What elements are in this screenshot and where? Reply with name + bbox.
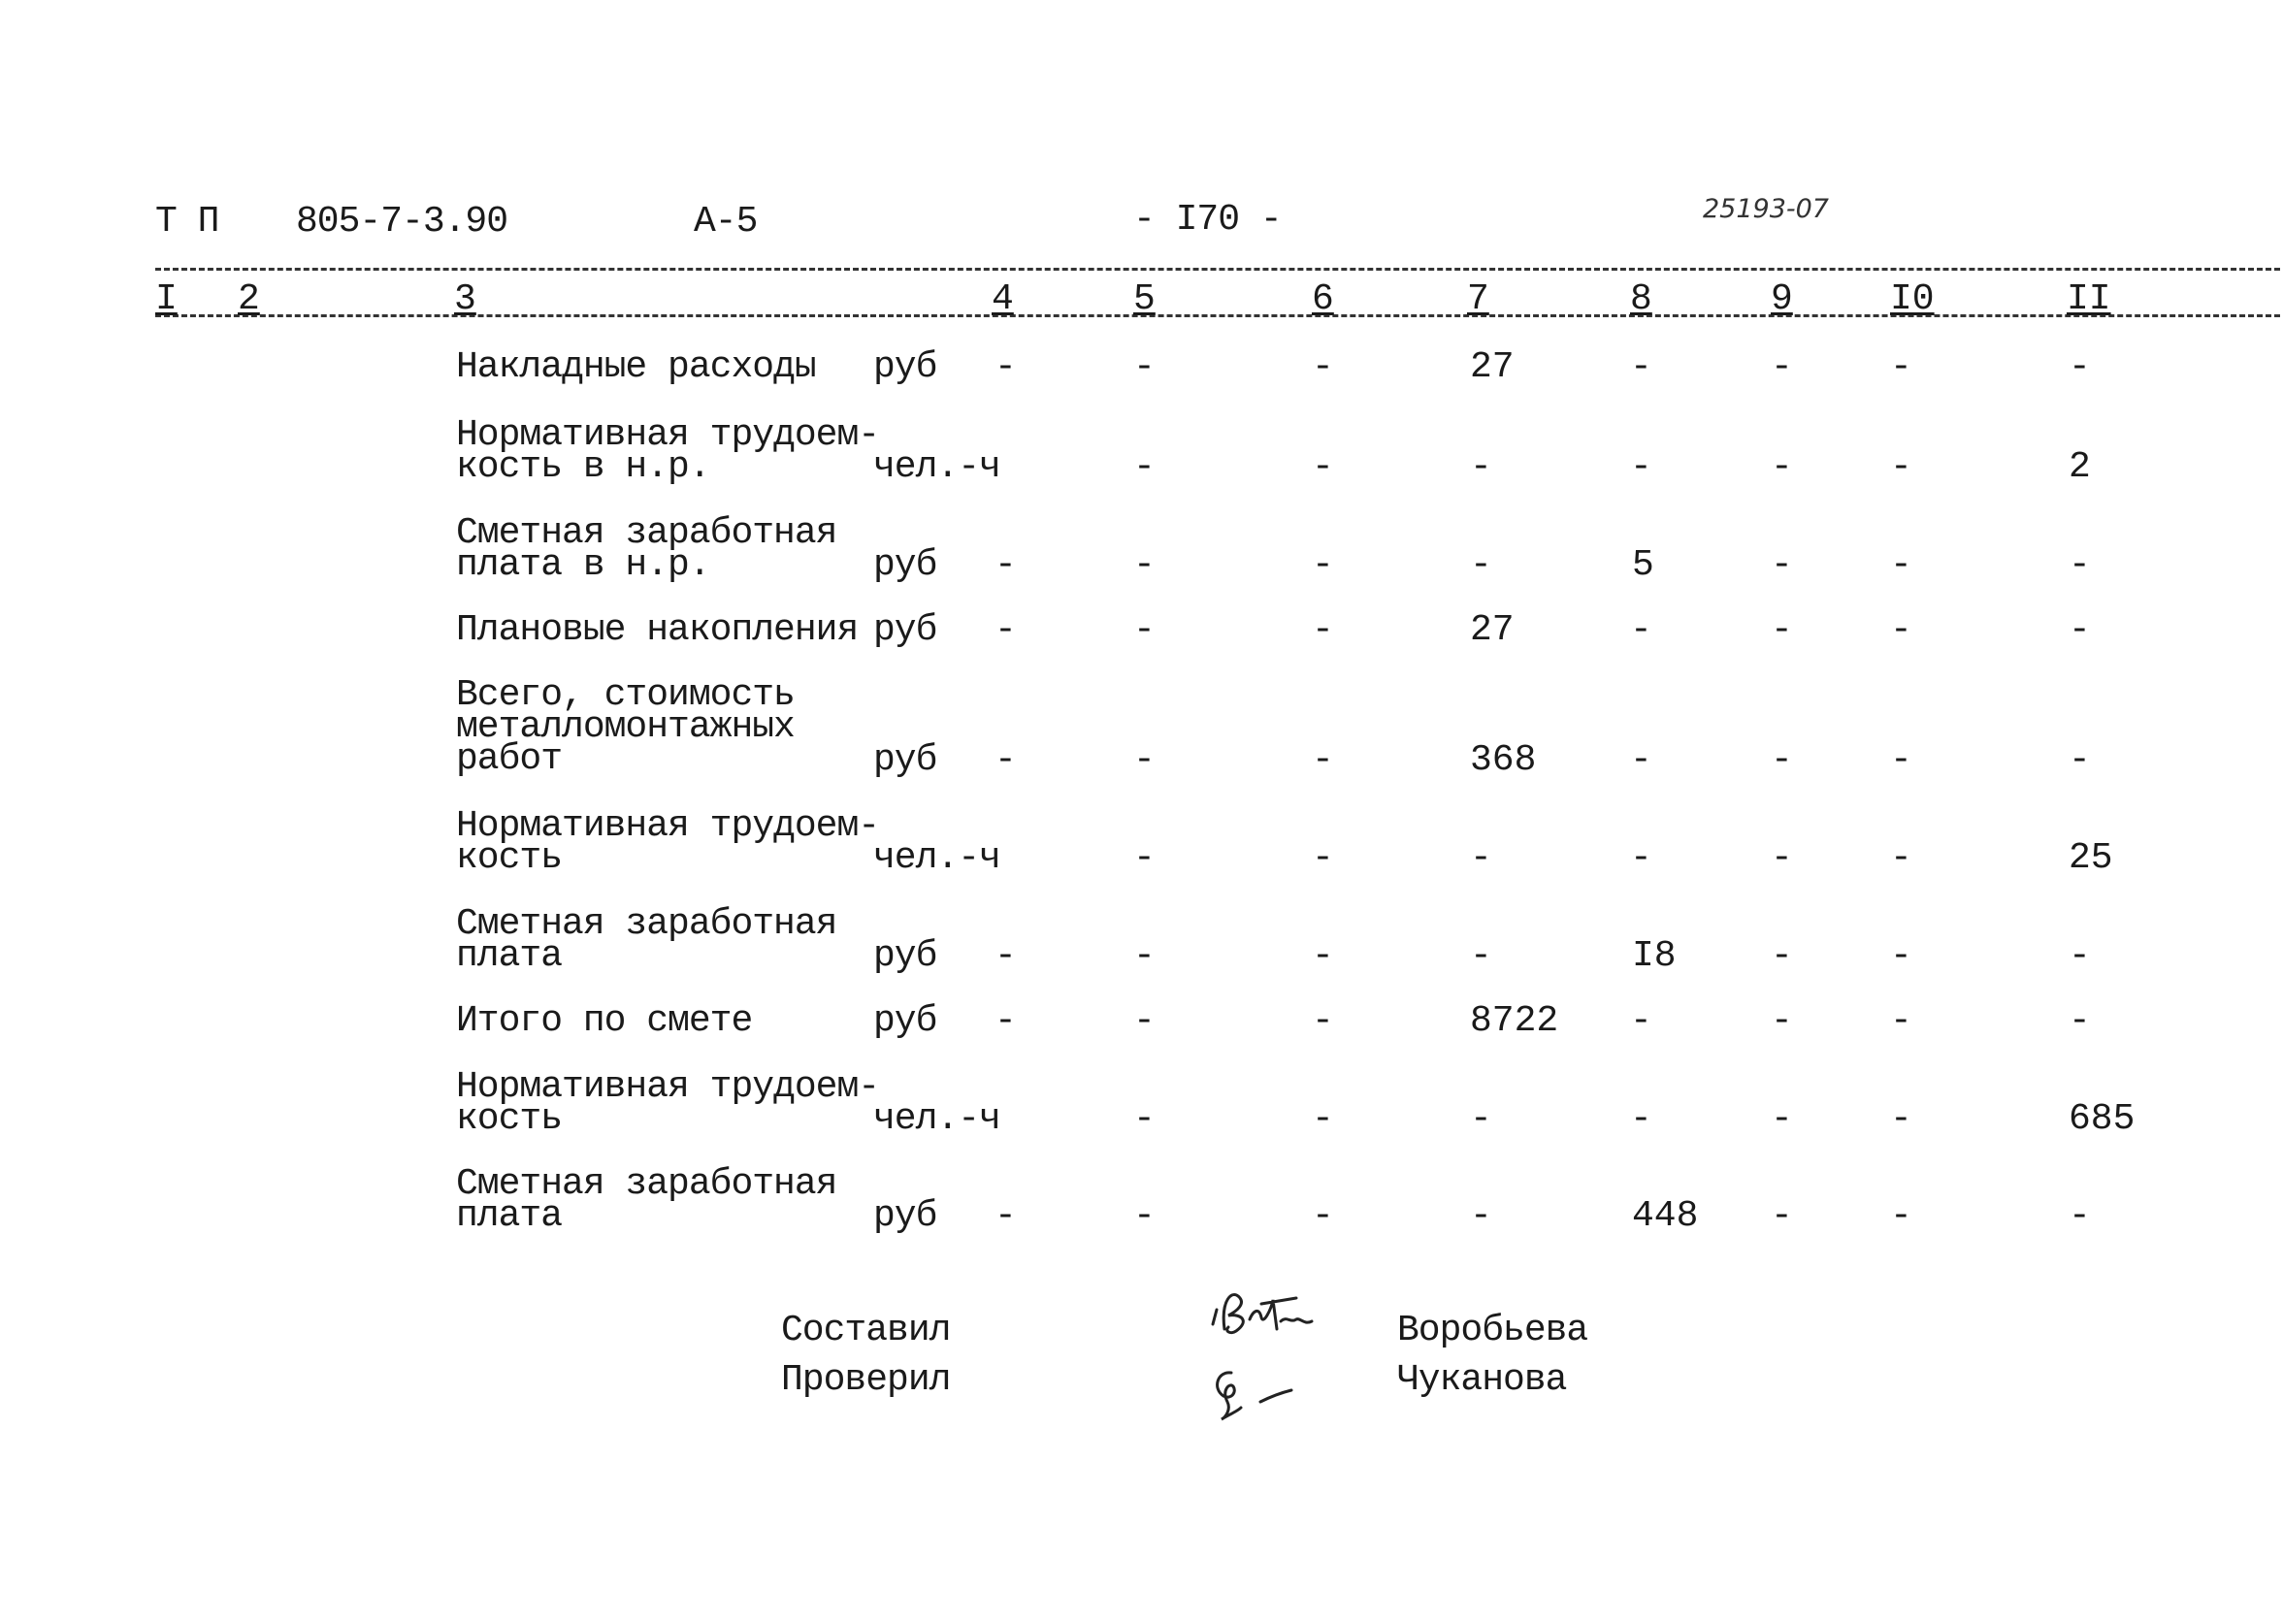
row-cell: -	[1470, 1195, 1492, 1237]
row-unit: чел.-ч	[873, 1098, 1000, 1140]
row-cell: -	[995, 739, 1017, 781]
row-cell: -	[995, 935, 1017, 977]
row-cell: -	[1890, 837, 1912, 879]
row-label: Нормативная трудоем- кость	[456, 1066, 880, 1140]
column-number-10: I0	[1890, 278, 1935, 320]
row-label: Итого по смете	[456, 1000, 753, 1042]
row-cell: 25	[2069, 837, 2113, 879]
column-number-9: 9	[1771, 278, 1793, 320]
row-cell: -	[1312, 544, 1334, 586]
row-cell: 5	[1632, 544, 1654, 586]
row-cell: -	[1133, 446, 1156, 488]
column-number-6: 6	[1312, 278, 1334, 320]
checked-by-name: Чуканова	[1397, 1359, 1567, 1401]
row-cell: -	[1312, 1098, 1334, 1140]
row-cell: -	[1771, 1098, 1793, 1140]
row-cell: -	[2069, 1000, 2091, 1042]
row-cell: -	[1312, 1000, 1334, 1042]
row-label: Нормативная трудоем- кость в н.р.	[456, 414, 880, 488]
checked-by-label: Проверил	[781, 1359, 951, 1401]
row-cell: -	[1771, 544, 1793, 586]
row-cell: -	[1771, 346, 1793, 388]
row-cell: -	[2069, 544, 2091, 586]
row-label: Нормативная трудоем- кость	[456, 805, 880, 879]
row-cell: -	[1312, 837, 1334, 879]
row-cell: -	[1630, 739, 1652, 781]
archive-number: 25193-07	[1703, 194, 1829, 224]
column-number-11: II	[2067, 278, 2111, 320]
row-cell: -	[1771, 609, 1793, 651]
column-number-7: 7	[1467, 278, 1489, 320]
row-cell: -	[1133, 739, 1156, 781]
row-label: Всего, стоимость металломонтажных работ	[456, 674, 795, 780]
row-cell: -	[995, 544, 1017, 586]
row-cell: -	[1890, 544, 1912, 586]
row-cell: -	[995, 1195, 1017, 1237]
row-cell: -	[2069, 346, 2091, 388]
row-label: Плановые накопления	[456, 609, 859, 651]
row-cell: -	[1771, 935, 1793, 977]
row-cell: 2	[2069, 446, 2091, 488]
row-cell: -	[2069, 1195, 2091, 1237]
row-cell: -	[1133, 346, 1156, 388]
row-cell: -	[1312, 1195, 1334, 1237]
column-number-2: 2	[238, 278, 260, 320]
album-code: А-5	[694, 201, 758, 243]
row-cell: -	[1890, 346, 1912, 388]
row-label: Сметная заработная плата	[456, 903, 837, 977]
compiled-by-name: Воробьева	[1397, 1310, 1588, 1351]
row-unit: руб	[873, 1195, 937, 1237]
row-cell: 27	[1470, 346, 1515, 388]
row-cell: -	[1133, 1195, 1156, 1237]
row-cell: -	[1890, 739, 1912, 781]
row-cell: 685	[2069, 1098, 2136, 1140]
row-unit: руб	[873, 346, 937, 388]
row-unit: руб	[873, 544, 937, 586]
row-label: Накладные расходы	[456, 346, 816, 388]
row-cell: -	[1133, 544, 1156, 586]
row-cell: -	[2069, 739, 2091, 781]
row-label: Сметная заработная плата	[456, 1163, 837, 1237]
row-cell: -	[1771, 837, 1793, 879]
row-cell: -	[1630, 837, 1652, 879]
row-unit: руб	[873, 935, 937, 977]
row-cell: -	[1890, 446, 1912, 488]
row-cell: -	[995, 609, 1017, 651]
header-divider-top	[155, 268, 2280, 271]
column-number-1: I	[155, 278, 178, 320]
row-cell: -	[1133, 609, 1156, 651]
row-cell: -	[1771, 739, 1793, 781]
row-cell: -	[1470, 837, 1492, 879]
column-number-3: 3	[454, 278, 476, 320]
row-cell: -	[995, 1000, 1017, 1042]
row-cell: -	[1312, 609, 1334, 651]
row-cell: -	[1133, 935, 1156, 977]
row-cell: -	[1771, 1195, 1793, 1237]
compiled-by-label: Составил	[781, 1310, 951, 1351]
series-code: Т П	[155, 201, 219, 243]
row-cell: -	[1312, 446, 1334, 488]
row-cell: -	[1771, 1000, 1793, 1042]
row-cell: -	[1890, 1000, 1912, 1042]
project-number: 805-7-3.90	[296, 201, 508, 243]
row-cell: -	[995, 346, 1017, 388]
row-cell: -	[1470, 1098, 1492, 1140]
row-unit: чел.-ч	[873, 446, 1000, 488]
row-cell: -	[2069, 609, 2091, 651]
row-cell: -	[1312, 739, 1334, 781]
row-unit: руб	[873, 609, 937, 651]
row-cell: -	[1133, 837, 1156, 879]
row-cell: I8	[1632, 935, 1677, 977]
row-cell: -	[1470, 544, 1492, 586]
column-number-5: 5	[1133, 278, 1156, 320]
row-cell: -	[1630, 346, 1652, 388]
row-cell: -	[1470, 446, 1492, 488]
row-cell: 27	[1470, 609, 1515, 651]
row-cell: -	[1630, 1098, 1652, 1140]
row-cell: -	[1630, 446, 1652, 488]
column-number-4: 4	[992, 278, 1014, 320]
row-cell: -	[1890, 935, 1912, 977]
row-cell: -	[1890, 1195, 1912, 1237]
row-cell: -	[1133, 1000, 1156, 1042]
row-cell: 8722	[1470, 1000, 1559, 1042]
row-cell: -	[1470, 935, 1492, 977]
row-label: Сметная заработная плата в н.р.	[456, 512, 837, 586]
page-number: - I70 -	[1133, 199, 1282, 241]
row-cell: 368	[1470, 739, 1537, 781]
row-cell: -	[1630, 1000, 1652, 1042]
row-unit: руб	[873, 739, 937, 781]
row-cell: -	[1890, 1098, 1912, 1140]
row-cell: 448	[1632, 1195, 1699, 1237]
checked-signature-icon	[1198, 1344, 1344, 1431]
row-cell: -	[1312, 346, 1334, 388]
row-cell: -	[2069, 935, 2091, 977]
column-number-8: 8	[1630, 278, 1652, 320]
row-cell: -	[1630, 609, 1652, 651]
row-unit: чел.-ч	[873, 837, 1000, 879]
row-unit: руб	[873, 1000, 937, 1042]
row-cell: -	[1133, 1098, 1156, 1140]
row-cell: -	[1890, 609, 1912, 651]
row-cell: -	[1312, 935, 1334, 977]
row-cell: -	[1771, 446, 1793, 488]
